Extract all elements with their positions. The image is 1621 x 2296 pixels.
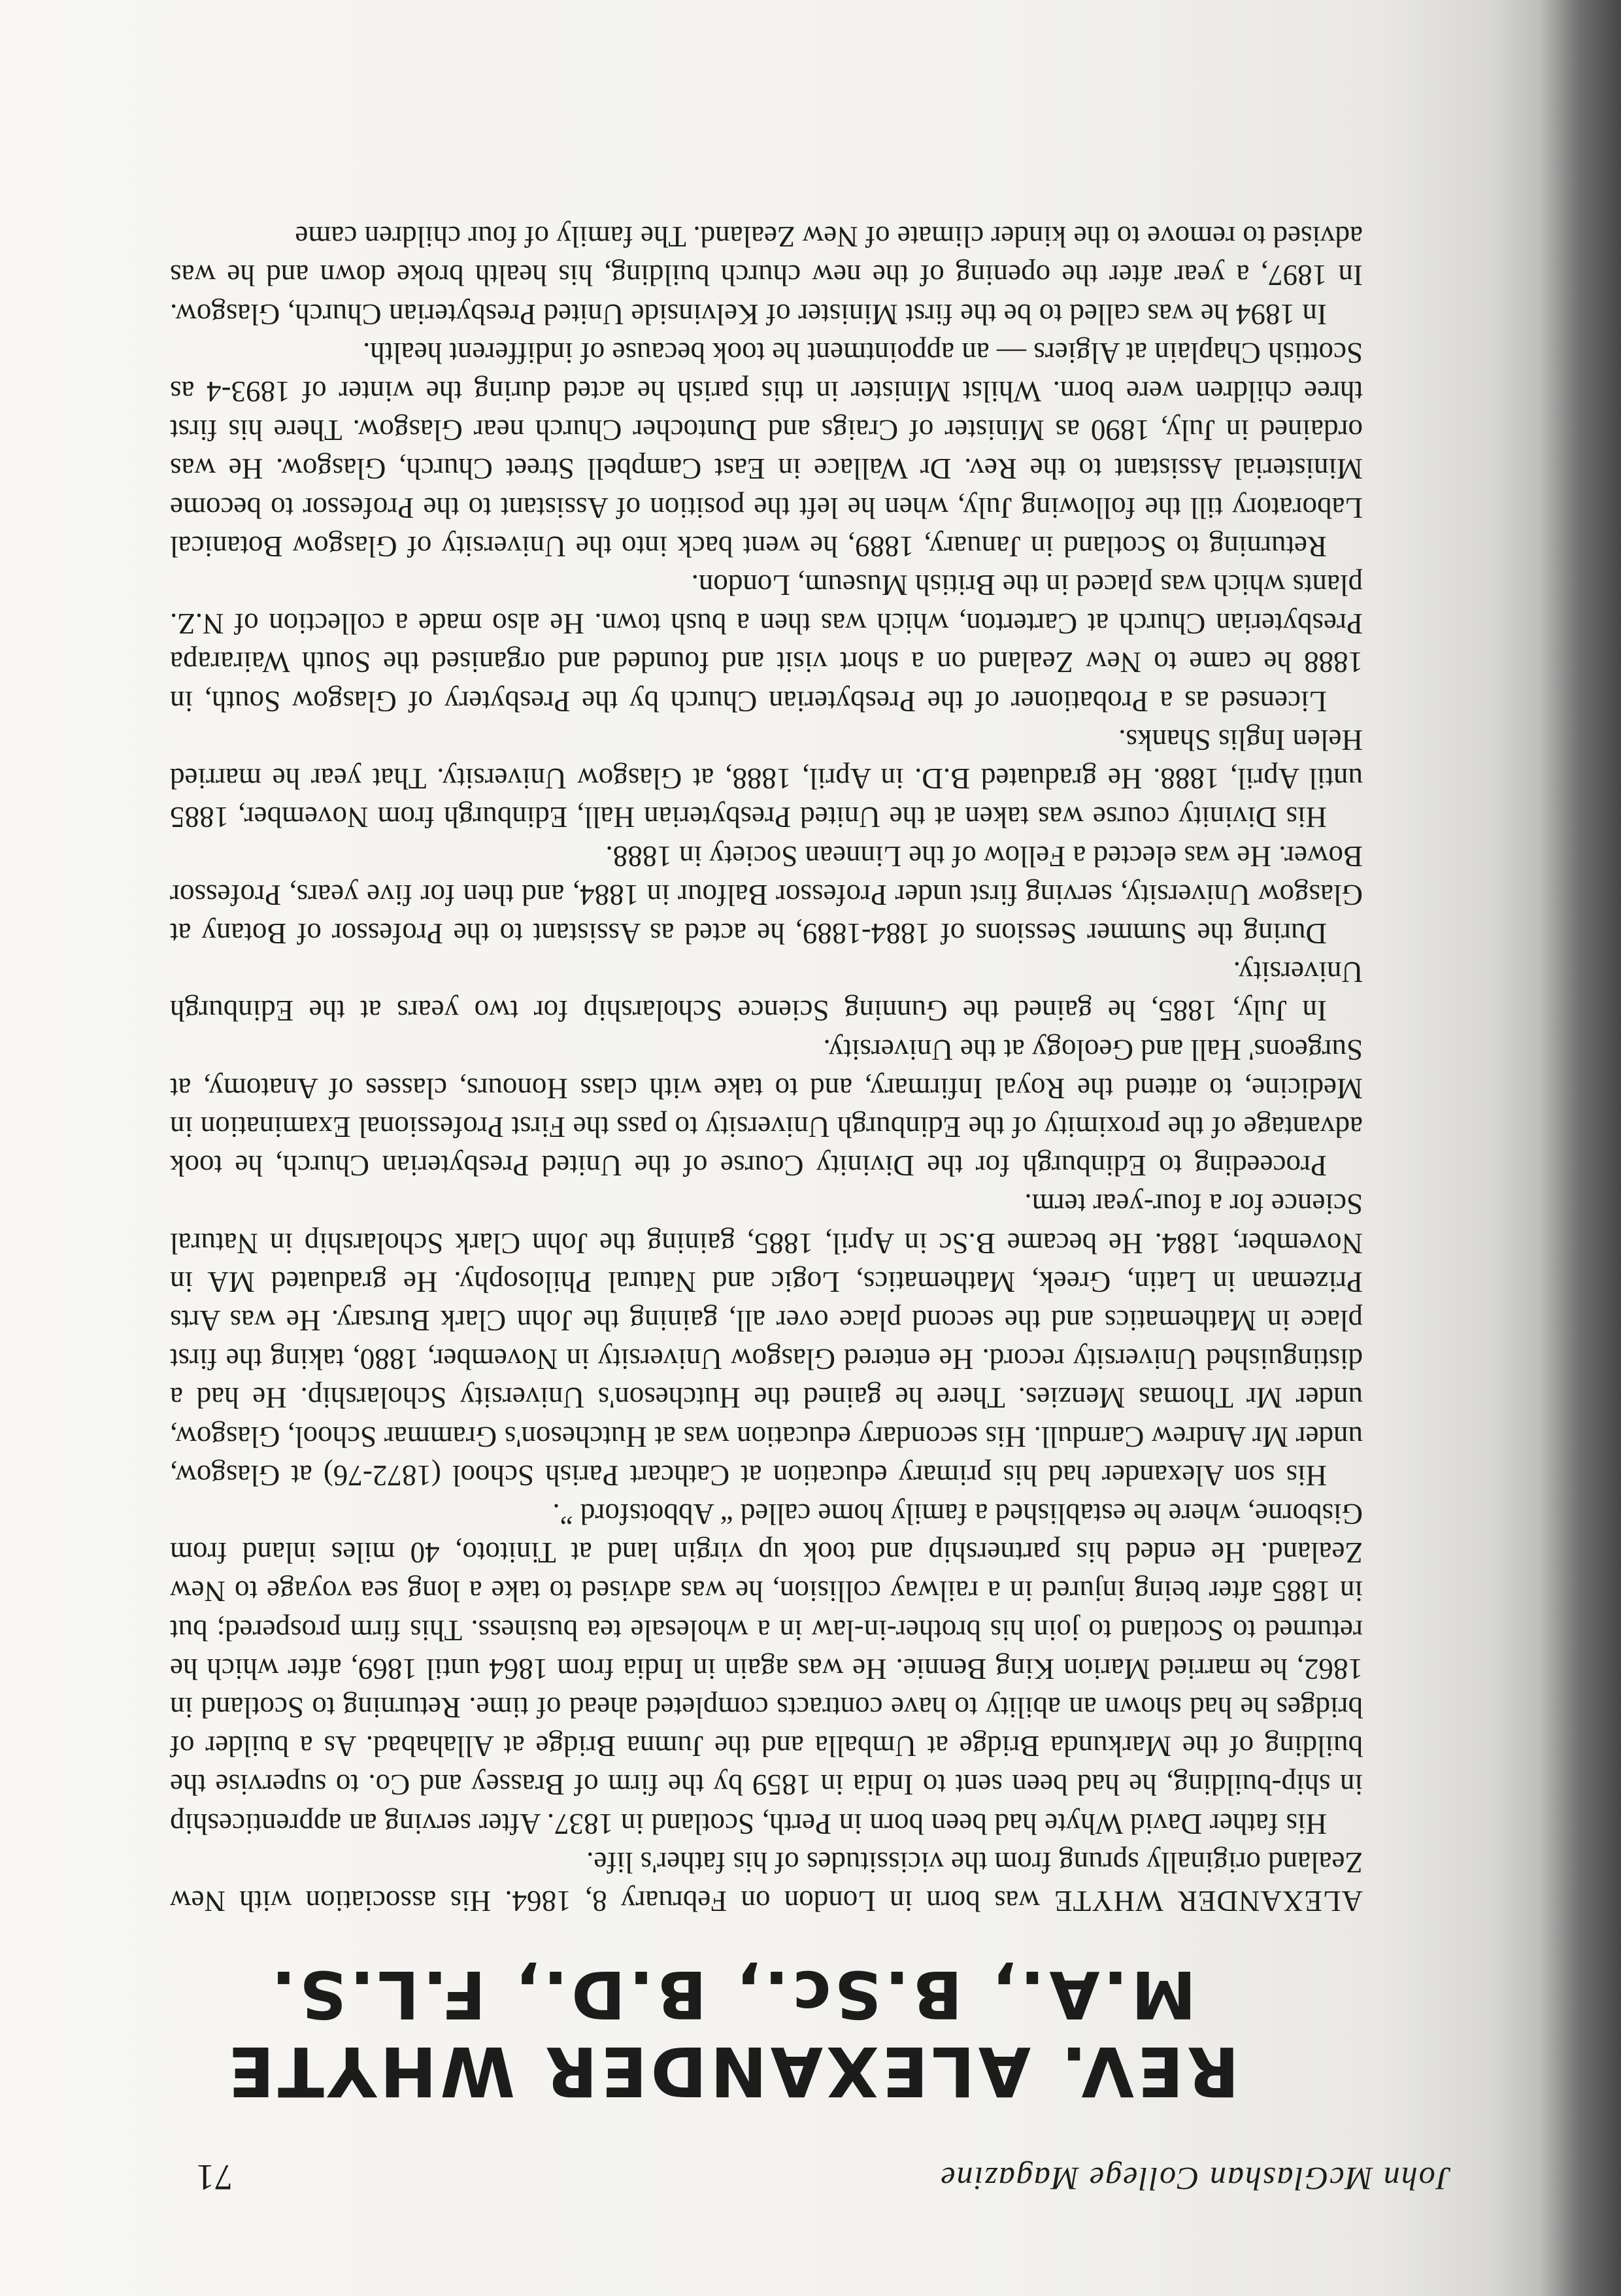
body-paragraph: In 1894 he was called to be the first Minister of Kelvinside United Presbyterian Church, Glasgow. In 1897, a year after the opening of the new church building, his health broke down and he was advised to remove to the kinder climate of New Zealand. The family of four children came <box>170 220 1363 331</box>
paragraph-text: was born in London on February 8, 1864. His association with New Zealand originally sprung from the vicissitudes of his father's life. <box>170 1846 1363 1917</box>
body-paragraph: In July, 1885, he gained the Gunning Science Scholarship for two years at the Edinburgh University. <box>170 956 1363 1028</box>
body-paragraph: His son Alexander had his primary education at Cathcart Parish School (1872-76) at Glasgow, under Mr Andrew Carndull. His secondary education was at Hutcheson's Grammar School, Glasgow, under Mr Thomas Menzies. There he gained the Hutcheson's University Scholarship. He had a distinguished University record. He entered Glasgow University in November, 1880, taking the first place in Mathematics and the second place over all, gaining the John Clark Bursary. He was Arts Prizeman in Latin, Greek, Mathematics, Logic and Natural Philosophy. He graduated MA in November, 1884. He became B.Sc in April, 1885, gaining the John Clark Scholarship in Natural Science for a four-year term. <box>170 1188 1363 1492</box>
body-paragraph: Proceeding to Edinburgh for the Divinity Course of the United Presbyterian Church, he took advantage of the proximity of the Edinburgh University to pass the First Professional Examination in Medicine, to attend the Royal Infirmary, and to take with class Honours, classes of Anatomy, at Surgeons' Hall and Geology at the University. <box>170 1033 1363 1183</box>
body-paragraph: Licensed as a Probationer of the Presbyterian Church by the Presbytery of Glasgow South, in 1888 he came to New Zealand on a short visit and founded and organised the South Wairarapa Presbyterian Church at Carterton, which was then a bush town. He also made a collection of N.Z. plants which was placed in the British Museum, London. <box>170 569 1363 718</box>
article-title <box>92 1955 1373 2110</box>
article-body <box>170 217 1363 1920</box>
title-name: REV. ALEXANDER WHYTE <box>224 2031 1240 2111</box>
page-number: 71 <box>196 2157 233 2197</box>
running-title: John McGlashan College Magazine <box>939 2161 1451 2197</box>
body-paragraph: His Divinity course was taken at the United Presbyterian Hall, Edinburgh from November, 1885 until April, 1888. He graduated B.D. in April, 1888, at Glasgow University. That year he married Helen Inglis Shanks. <box>170 723 1363 834</box>
body-paragraph <box>170 1843 1363 1920</box>
body-paragraph: Returning to Scotland in January, 1889, he went back into the University of Glasgow Botanical Laboratory till the following July, when he left the position of Assistant to the Professor to become Ministerial Assistant to the Rev. Dr Wallace in East Campbell Street Church, Glasgow. He was ordained in July, 1890 as Minister of Craigs and Duntocher Church near Glasgow. There his first three children were born. Whilst Minister in this parish he acted during the winter of 1893-4 as Scottish Chaplain at Algiers — an appointment he took because of indifferent health. <box>170 336 1363 563</box>
page-header <box>170 2139 1451 2198</box>
body-paragraph: His father David Whyte had been born in Perth, Scotland in 1837. After serving an apprenticeship in ship-building, he had been sent to India in 1859 by the firm of Brassey and Co. to supervise the building of the Markunda Bridge at Umballa and the Jumna Bridge at Allahabad. As a builder of bridges he had shown an ability to have contracts completed ahead of time. Returning to Scotland in 1862, he married Marion King Bennie. He was again in India from 1864 until 1869, after which he returned to Scotland to join his brother-in-law in a wholesale tea business. This firm prospered; but in 1885 after being injured in a railway collision, he was advised to take a long sea voyage to New Zealand. He ended his partnership and took up virgin land at Tinitoto, 40 miles inland from Gisborne, where he established a family home called “ Abbotsford ”. <box>170 1497 1363 1840</box>
body-paragraph: During the Summer Sessions of 1884-1889, he acted as Assistant to the Professor of Botany at Glasgow University, serving first under Professor Balfour in 1884, and then for five years, Professor Bower. He was elected a Fellow of the Linnean Society in 1888. <box>170 839 1363 950</box>
lead-name: ALEXANDER WHYTE <box>1054 1885 1363 1917</box>
title-degrees: M.A., B.Sc., B.D., F.L.S. <box>267 1956 1197 2033</box>
